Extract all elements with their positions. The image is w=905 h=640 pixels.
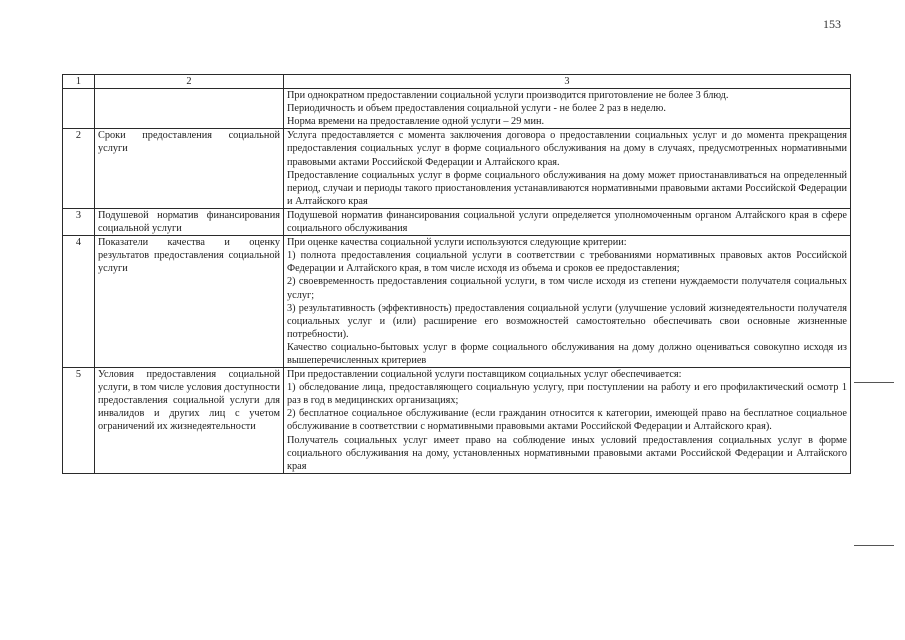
services-table [62,74,851,474]
header-col-2: 2 [95,75,284,89]
page-number: 153 [823,17,841,31]
paragraph: 2) своевременность предоставления социальной услуги, в том числе исходя из степени нуждаемости получателя социальных услуг; [287,276,847,301]
paragraph: Предоставление социальных услуг в форме социального обслуживания на дому может приостанавливаться на определенный период, случаи и периоды такого приостановления устанавливаются нормативными правовыми актами Российской Федерации и Алтайского края [287,169,847,207]
paragraph: Норма времени на предоставление одной услуги – 29 мин. [287,116,545,128]
row-number: 4 [63,236,95,368]
paragraph: Услуга предоставляется с момента заключения договора о предоставлении социальных услуг и до момента прекращения предоставления социальных услуг в форме социального обслуживания на дому в случаях, предусмотренных нормативными правовыми актами Российской Федерации и Алтайского края. [287,130,847,168]
row-name: Показатели качества и оценку результатов предоставления социальной услуги [95,236,284,368]
header-col-1: 1 [63,75,95,89]
row-name: Сроки предоставления социальной услуги [95,129,284,209]
paragraph: 1) полнота предоставления социальной услуги в соответствии с требованиями нормативных правовых актов Российской Федерации и Алтайского края, в том числе исходя из объема и сроков ее предоставления; [287,250,847,275]
row-content [284,208,851,235]
header-col-3: 3 [284,75,851,89]
paragraph: При оценке качества социальной услуги используются следующие критерии: [287,237,627,249]
table-header-row [63,75,851,89]
paragraph: Получатель социальных услуг имеет право на соблюдение иных условий предоставления социальных услуг в форме социального обслуживания на дому, установленных нормативными правовыми актами Российской Федерации и Алтайского края [287,434,847,472]
row-content [284,89,851,129]
row-content [284,129,851,209]
paragraph: При предоставлении социальной услуги поставщиком социальных услуг обеспечивается: [287,369,682,381]
margin-mark [854,382,894,383]
table-row [63,368,851,474]
row-name: Условия предоставления социальной услуги, в том числе условия доступности предоставления социальной услуги для инвалидов и других лиц с учетом ограничений их жизнедеятельности [95,368,284,474]
table-row [63,236,851,368]
row-number [63,89,95,129]
paragraph: Качество социально-бытовых услуг в форме социального обслуживания на дому должно оцениваться совокупно исходя из вышеперечисленных критериев [287,341,847,366]
table-row [63,208,851,235]
table-row [63,129,851,209]
paragraph: При однократном предоставлении социальной услуги производится приготовление не более 3 блюд. [287,90,729,102]
paragraph: 3) результативность (эффективность) предоставления социальной услуги (улучшение условий жизнедеятельности получателя социальных услуг и (или) расширение его возможностей самостоятельно обеспечивать свои основные жизненные потребности). [287,302,847,340]
paragraph: Подушевой норматив финансирования социальной услуги определяется уполномоченным органом Алтайского края в сфере социального обслуживания [287,209,847,235]
row-content [284,236,851,368]
paragraph: Периодичность и объем предоставления социальной услуги - не более 2 раз в неделю. [287,103,666,115]
row-number: 3 [63,208,95,235]
margin-mark [854,545,894,546]
paragraph: 1) обследование лица, предоставляющего социальную услугу, при поступлении на работу и его профилактический осмотр 1 раз в год в медицинских организациях; [287,382,847,407]
table-row-continued [63,89,851,129]
row-number: 2 [63,129,95,209]
row-number: 5 [63,368,95,474]
row-content [284,368,851,474]
paragraph: 2) бесплатное социальное обслуживание (если гражданин относится к категории, имеющей право на бесплатное социальное обслуживание в соответствии с нормативными правовыми актами Российской Федерации и Алтайского края). [287,408,847,433]
row-name [95,89,284,129]
row-name: Подушевой норматив финансирования социальной услуги [95,208,284,235]
